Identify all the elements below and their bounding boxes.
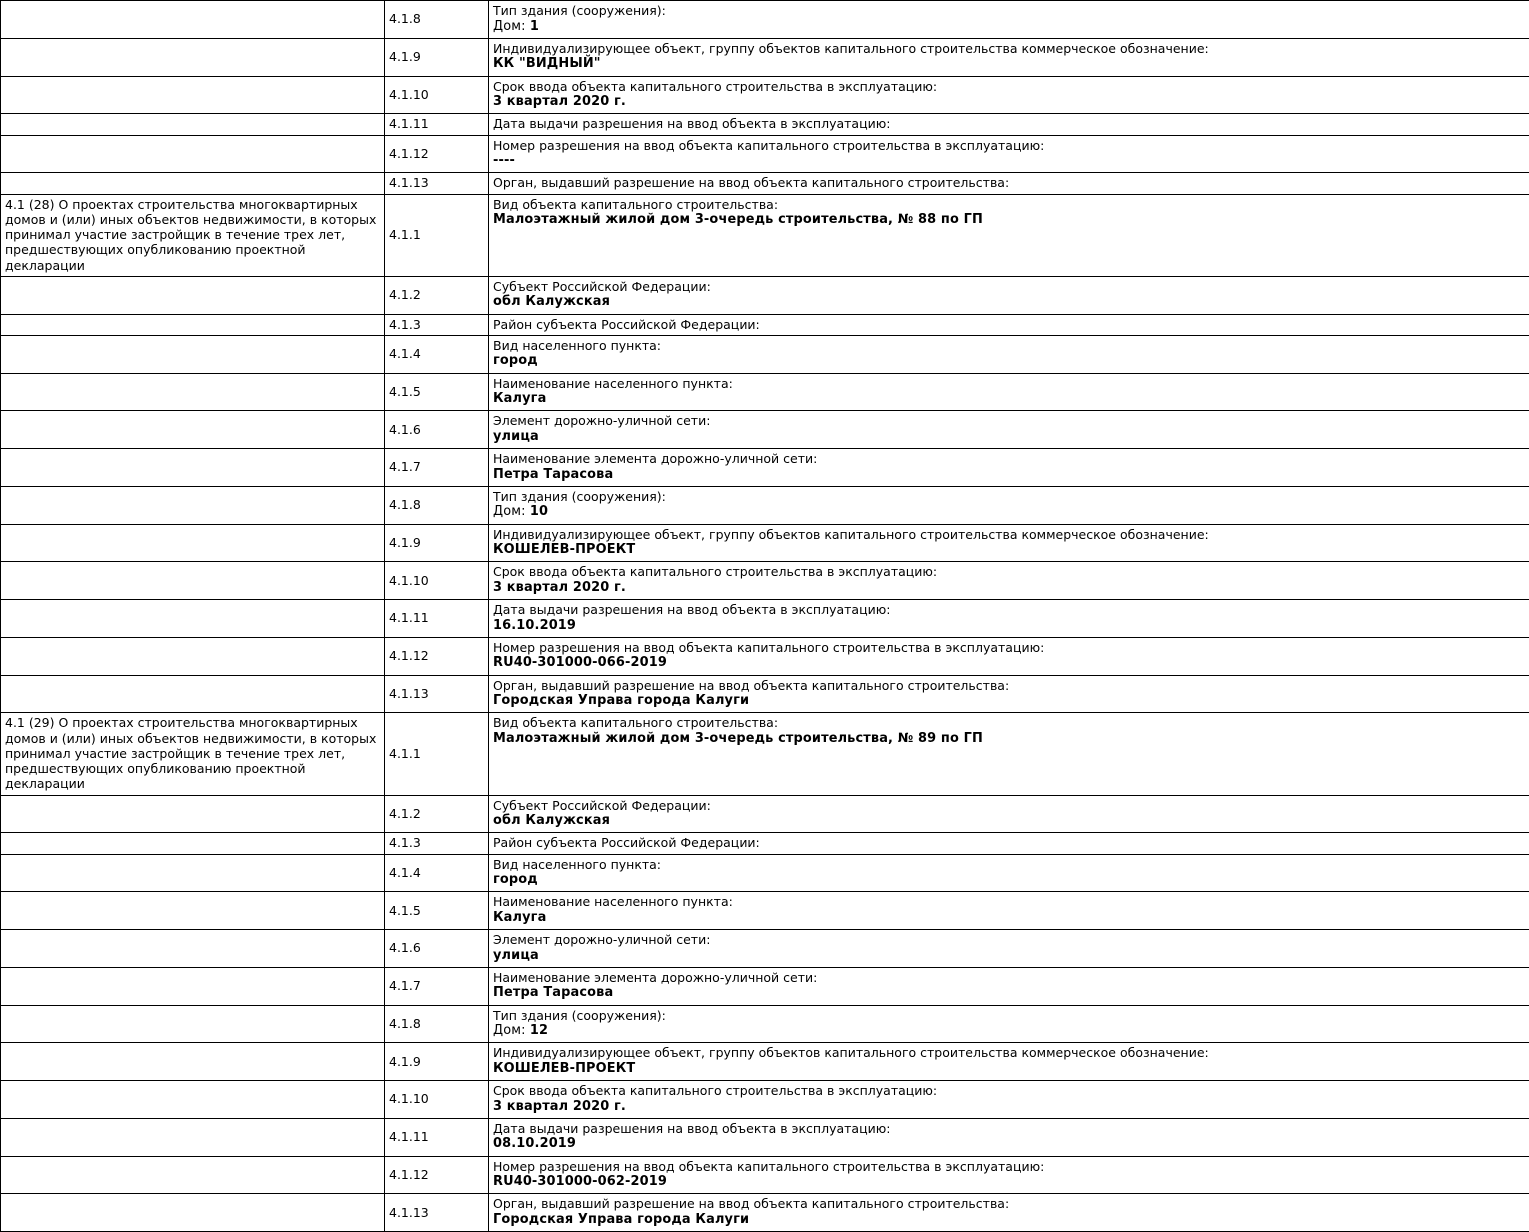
- section-cell: [1, 173, 385, 194]
- field-label: Вид объекта капитального строительства:: [493, 715, 1525, 731]
- field-value-prefix: Дом:: [493, 19, 530, 34]
- field-value: обл Калужская: [493, 813, 1525, 829]
- value-cell: [489, 1, 1529, 39]
- code-cell: 4.1.4: [385, 854, 489, 892]
- value-cell: [489, 833, 1529, 854]
- code-cell: 4.1.3: [385, 833, 489, 854]
- table-row: [1, 486, 1529, 524]
- field-value: 3 квартал 2020 г.: [493, 1099, 1525, 1115]
- value-cell: [489, 967, 1529, 1005]
- field-label: Вид населенного пункта:: [493, 338, 1525, 354]
- code-cell: 4.1.11: [385, 600, 489, 638]
- field-label: Наименование элемента дорожно-уличной сети:: [493, 451, 1525, 467]
- field-label: Индивидуализирующее объект, группу объектов капитального строительства коммерческое обозначение:: [493, 1045, 1525, 1061]
- value-cell: [489, 335, 1529, 373]
- field-value: 3 квартал 2020 г.: [493, 94, 1525, 110]
- section-cell: [1, 1156, 385, 1194]
- field-label: Орган, выдавший разрешение на ввод объекта капитального строительства:: [493, 175, 1525, 191]
- field-label: Тип здания (сооружения):: [493, 489, 1525, 505]
- field-label: Орган, выдавший разрешение на ввод объекта капитального строительства:: [493, 678, 1525, 694]
- section-cell: [1, 1194, 385, 1232]
- table-row: [1, 713, 1529, 795]
- field-label: Наименование элемента дорожно-уличной сети:: [493, 970, 1525, 986]
- section-cell: [1, 675, 385, 713]
- field-label: Субъект Российской Федерации:: [493, 798, 1525, 814]
- field-label: Район субъекта Российской Федерации:: [493, 317, 1525, 333]
- section-cell: [1, 524, 385, 562]
- field-label: Номер разрешения на ввод объекта капитального строительства в эксплуатацию:: [493, 1159, 1525, 1175]
- field-value: обл Калужская: [493, 294, 1525, 310]
- table-row: [1, 135, 1529, 173]
- field-label: Срок ввода объекта капитального строительства в эксплуатацию:: [493, 79, 1525, 95]
- table-row: [1, 1118, 1529, 1156]
- section-cell: [1, 930, 385, 968]
- value-cell: [489, 486, 1529, 524]
- field-label: Орган, выдавший разрешение на ввод объекта капитального строительства:: [493, 1196, 1525, 1212]
- code-cell: 4.1.2: [385, 276, 489, 314]
- value-cell: [489, 38, 1529, 76]
- value-cell: [489, 1043, 1529, 1081]
- code-cell: 4.1.7: [385, 967, 489, 1005]
- table-row: [1, 524, 1529, 562]
- section-cell: [1, 854, 385, 892]
- code-cell: 4.1.10: [385, 562, 489, 600]
- code-cell: 4.1.9: [385, 524, 489, 562]
- section-cell: [1, 892, 385, 930]
- field-value: 08.10.2019: [493, 1136, 1525, 1152]
- value-cell: [489, 675, 1529, 713]
- code-cell: 4.1.6: [385, 411, 489, 449]
- field-label: Вид объекта капитального строительства:: [493, 197, 1525, 213]
- section-cell: [1, 1, 385, 39]
- table-row: [1, 637, 1529, 675]
- section-cell: [1, 600, 385, 638]
- field-label: Индивидуализирующее объект, группу объектов капитального строительства коммерческое обозначение:: [493, 527, 1525, 543]
- code-cell: 4.1.8: [385, 1, 489, 39]
- field-label: Вид населенного пункта:: [493, 857, 1525, 873]
- code-cell: 4.1.8: [385, 1005, 489, 1043]
- field-value: Малоэтажный жилой дом 3-очередь строительства, № 88 по ГП: [493, 212, 1525, 228]
- field-value: Петра Тарасова: [493, 985, 1525, 1001]
- field-value: RU40-301000-066-2019: [493, 655, 1525, 671]
- field-label: Элемент дорожно-уличной сети:: [493, 413, 1525, 429]
- field-label: Наименование населенного пункта:: [493, 894, 1525, 910]
- table-row: [1, 194, 1529, 276]
- code-cell: 4.1.12: [385, 1156, 489, 1194]
- table-row: [1, 114, 1529, 135]
- table-body: [1, 1, 1529, 1232]
- table-row: [1, 930, 1529, 968]
- field-value: ----: [493, 153, 1525, 169]
- field-value-text: 1: [530, 19, 539, 34]
- code-cell: 4.1.12: [385, 637, 489, 675]
- field-value-text: 12: [530, 1023, 548, 1038]
- value-cell: [489, 1118, 1529, 1156]
- code-cell: 4.1.6: [385, 930, 489, 968]
- table-row: [1, 449, 1529, 487]
- field-label: Дата выдачи разрешения на ввод объекта в эксплуатацию:: [493, 1121, 1525, 1137]
- table-row: [1, 562, 1529, 600]
- code-cell: 4.1.11: [385, 1118, 489, 1156]
- code-cell: 4.1.8: [385, 486, 489, 524]
- value-cell: [489, 524, 1529, 562]
- table-row: [1, 1081, 1529, 1119]
- field-value: [493, 1023, 1525, 1039]
- table-row: [1, 600, 1529, 638]
- section-cell: [1, 1081, 385, 1119]
- section-cell: [1, 335, 385, 373]
- field-value: Городская Управа города Калуги: [493, 1212, 1525, 1228]
- table-row: [1, 314, 1529, 335]
- field-label: Тип здания (сооружения):: [493, 3, 1525, 19]
- code-cell: 4.1.12: [385, 135, 489, 173]
- field-value: город: [493, 872, 1525, 888]
- value-cell: [489, 637, 1529, 675]
- section-cell: [1, 833, 385, 854]
- field-label: Индивидуализирующее объект, группу объектов капитального строительства коммерческое обозначение:: [493, 41, 1525, 57]
- table-row: [1, 335, 1529, 373]
- code-cell: 4.1.1: [385, 194, 489, 276]
- code-cell: 4.1.1: [385, 713, 489, 795]
- section-cell: [1, 314, 385, 335]
- code-cell: 4.1.7: [385, 449, 489, 487]
- table-row: [1, 967, 1529, 1005]
- code-cell: 4.1.10: [385, 76, 489, 114]
- field-value: улица: [493, 429, 1525, 445]
- section-cell: [1, 562, 385, 600]
- section-cell: [1, 114, 385, 135]
- code-cell: 4.1.2: [385, 795, 489, 833]
- value-cell: [489, 173, 1529, 194]
- field-value: КК "ВИДНЫЙ": [493, 56, 1525, 72]
- value-cell: [489, 713, 1529, 795]
- field-label: Субъект Российской Федерации:: [493, 279, 1525, 295]
- section-cell: [1, 1005, 385, 1043]
- field-label: Номер разрешения на ввод объекта капитального строительства в эксплуатацию:: [493, 138, 1525, 154]
- value-cell: [489, 449, 1529, 487]
- field-value: 16.10.2019: [493, 618, 1525, 634]
- value-cell: [489, 114, 1529, 135]
- table-row: [1, 1005, 1529, 1043]
- table-row: [1, 276, 1529, 314]
- value-cell: [489, 600, 1529, 638]
- section-cell: [1, 967, 385, 1005]
- table-row: [1, 1156, 1529, 1194]
- field-label: Наименование населенного пункта:: [493, 376, 1525, 392]
- field-value-prefix: Дом:: [493, 1023, 530, 1038]
- field-value: город: [493, 353, 1525, 369]
- value-cell: [489, 314, 1529, 335]
- value-cell: [489, 1005, 1529, 1043]
- value-cell: [489, 276, 1529, 314]
- field-label: Район субъекта Российской Федерации:: [493, 835, 1525, 851]
- table-row: [1, 892, 1529, 930]
- section-cell: [1, 486, 385, 524]
- value-cell: [489, 854, 1529, 892]
- field-value: [493, 504, 1525, 520]
- section-cell: [1, 76, 385, 114]
- field-value: Калуга: [493, 910, 1525, 926]
- field-value: КОШЕЛЕВ-ПРОЕКТ: [493, 542, 1525, 558]
- field-value: Петра Тарасова: [493, 467, 1525, 483]
- section-cell: [1, 637, 385, 675]
- code-cell: 4.1.4: [385, 335, 489, 373]
- field-label: Элемент дорожно-уличной сети:: [493, 932, 1525, 948]
- code-cell: 4.1.13: [385, 1194, 489, 1232]
- value-cell: [489, 1081, 1529, 1119]
- code-cell: 4.1.5: [385, 892, 489, 930]
- value-cell: [489, 373, 1529, 411]
- field-value: Городская Управа города Калуги: [493, 693, 1525, 709]
- table-row: [1, 411, 1529, 449]
- value-cell: [489, 194, 1529, 276]
- section-cell: [1, 1043, 385, 1081]
- field-value: RU40-301000-062-2019: [493, 1174, 1525, 1190]
- table-row: [1, 1043, 1529, 1081]
- section-cell: [1, 795, 385, 833]
- field-label: Номер разрешения на ввод объекта капитального строительства в эксплуатацию:: [493, 640, 1525, 656]
- code-cell: 4.1.11: [385, 114, 489, 135]
- table-row: [1, 1194, 1529, 1232]
- field-value: Малоэтажный жилой дом 3-очередь строительства, № 89 по ГП: [493, 731, 1525, 747]
- value-cell: [489, 1194, 1529, 1232]
- table-row: [1, 1, 1529, 39]
- value-cell: [489, 892, 1529, 930]
- section-cell: [1, 373, 385, 411]
- field-label: Срок ввода объекта капитального строительства в эксплуатацию:: [493, 1083, 1525, 1099]
- code-cell: 4.1.9: [385, 38, 489, 76]
- table-row: [1, 833, 1529, 854]
- value-cell: [489, 76, 1529, 114]
- section-cell: [1, 1118, 385, 1156]
- table-row: [1, 76, 1529, 114]
- section-cell: [1, 135, 385, 173]
- value-cell: [489, 135, 1529, 173]
- field-label: Дата выдачи разрешения на ввод объекта в эксплуатацию:: [493, 602, 1525, 618]
- field-value: [493, 19, 1525, 35]
- table-row: [1, 373, 1529, 411]
- section-cell: [1, 411, 385, 449]
- code-cell: 4.1.9: [385, 1043, 489, 1081]
- field-value-prefix: Дом:: [493, 504, 530, 519]
- value-cell: [489, 411, 1529, 449]
- table-row: [1, 38, 1529, 76]
- field-value: улица: [493, 948, 1525, 964]
- value-cell: [489, 930, 1529, 968]
- field-value: 3 квартал 2020 г.: [493, 580, 1525, 596]
- field-label: Тип здания (сооружения):: [493, 1008, 1525, 1024]
- value-cell: [489, 1156, 1529, 1194]
- table-row: [1, 854, 1529, 892]
- field-label: Дата выдачи разрешения на ввод объекта в эксплуатацию:: [493, 116, 1525, 132]
- table-row: [1, 795, 1529, 833]
- section-cell: 4.1 (28) О проектах строительства многоквартирных домов и (или) иных объектов недвижимости, в которых принимал участие застройщик в течение трех лет, предшествующих опубликованию проектной декларации: [1, 194, 385, 276]
- section-cell: 4.1 (29) О проектах строительства многоквартирных домов и (или) иных объектов недвижимости, в которых принимал участие застройщик в течение трех лет, предшествующих опубликованию проектной декларации: [1, 713, 385, 795]
- code-cell: 4.1.3: [385, 314, 489, 335]
- field-value-text: 10: [530, 504, 548, 519]
- code-cell: 4.1.10: [385, 1081, 489, 1119]
- table-row: [1, 675, 1529, 713]
- value-cell: [489, 562, 1529, 600]
- code-cell: 4.1.13: [385, 173, 489, 194]
- section-cell: [1, 38, 385, 76]
- code-cell: 4.1.13: [385, 675, 489, 713]
- field-value: Калуга: [493, 391, 1525, 407]
- code-cell: 4.1.5: [385, 373, 489, 411]
- table-row: [1, 173, 1529, 194]
- value-cell: [489, 795, 1529, 833]
- section-cell: [1, 276, 385, 314]
- section-cell: [1, 449, 385, 487]
- field-value: КОШЕЛЕВ-ПРОЕКТ: [493, 1061, 1525, 1077]
- field-label: Срок ввода объекта капитального строительства в эксплуатацию:: [493, 564, 1525, 580]
